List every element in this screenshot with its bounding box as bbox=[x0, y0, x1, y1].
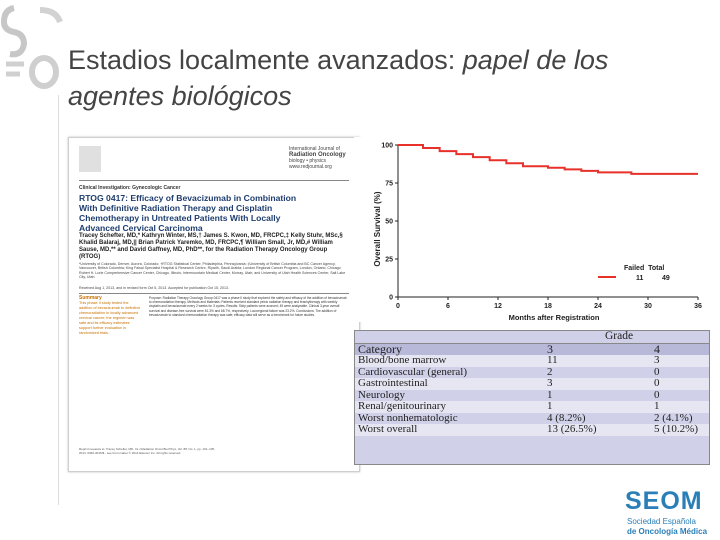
cell-category: Neurology bbox=[355, 390, 529, 402]
km-y-tick-label: 100 bbox=[381, 142, 393, 150]
km-y-tick-label: 75 bbox=[385, 180, 393, 188]
journal-url: www.redjournal.org bbox=[289, 164, 332, 170]
km-x-tick-label: 12 bbox=[494, 303, 502, 310]
slide-title-normal: Estadios localmente avanzados: bbox=[68, 45, 463, 75]
paper-footnote: Reprint requests to: Tracey Schefter, MD. Int J Radiation Oncol Biol Phys, Vol. 88, No. 1, pp. 101–105, 2014. 0360-3016/$ - see front matter © 2014 Elsevier Inc. All rights reserved. bbox=[79, 447, 215, 455]
cell-category: Renal/genitourinary bbox=[355, 401, 529, 413]
paper-authors: Tracey Schefter, MD,* Kathryn Winter, MS,† James S. Kwon, MD, FRCPC,‡ Kelly Stuhr, MSc,§ Khalid Balaraj, MD,|| Brian Patrick Yaremko, MD, FRCPC,¶ William Small, Jr, MD,# William Sause, MD,** and David Gaffney, MD, PhD**, for the Radiation Therapy Oncology Group (RTOG) bbox=[79, 233, 343, 260]
survival-chart bbox=[354, 137, 710, 322]
cell-category: Gastrointestinal bbox=[355, 378, 529, 390]
paper-rule-2 bbox=[79, 293, 349, 294]
seom-word: SEOM bbox=[625, 487, 703, 515]
km-legend-head: Failed Total bbox=[624, 265, 665, 272]
table-row bbox=[355, 378, 709, 390]
slide-corner-logo bbox=[0, 0, 70, 95]
cell-category: Cardiovascular (general) bbox=[355, 367, 529, 379]
cell-grade3: 1 bbox=[529, 401, 644, 413]
journal-line1: International Journal of bbox=[289, 146, 340, 152]
slide-title-italic-1: papel de los bbox=[462, 45, 609, 75]
cell-grade4: 2 (4.1%) bbox=[644, 413, 709, 425]
paper-section: Clinical Investigation: Gynecologic Cancer bbox=[79, 185, 181, 191]
cell-grade3: 11 bbox=[529, 355, 644, 367]
km-y-tick-label: 25 bbox=[385, 256, 393, 264]
paper-title: RTOG 0417: Efficacy of Bevacizumab in Combination With Definitive Radiation Therapy and Cisplatin Chemotherapy in Untreated Patients With Locally Advanced Cervical Carcinoma bbox=[79, 193, 297, 233]
table-row bbox=[355, 424, 709, 436]
seom-logo bbox=[625, 487, 720, 540]
km-x-tick-label: 0 bbox=[396, 303, 400, 310]
seom-subtitle-1: Sociedad Española bbox=[627, 517, 696, 526]
cell-grade3: 3 bbox=[529, 378, 644, 390]
cell-grade4: 0 bbox=[644, 378, 709, 390]
cell-grade4: 3 bbox=[644, 355, 709, 367]
km-x-tick-label: 18 bbox=[544, 303, 552, 310]
cell-grade3: 1 bbox=[529, 390, 644, 402]
publisher-logo bbox=[79, 146, 101, 172]
km-x-tick-label: 24 bbox=[594, 303, 602, 310]
cell-grade4: 1 bbox=[644, 401, 709, 413]
journal-line3: biology • physics bbox=[289, 158, 327, 164]
km-legend-total: 49 bbox=[662, 275, 670, 282]
toxicity-table bbox=[354, 330, 710, 465]
km-x-tick-label: 36 bbox=[694, 303, 702, 310]
km-legend-failed: 11 bbox=[636, 275, 644, 282]
cell-grade4: 0 bbox=[644, 390, 709, 402]
summary-text: This phase II study tested the addition of bevacizumab to definitive chemoradiation in locally advanced cervical cancer; the regimen was safe and its efficacy estimates support further evaluation in randomized trials. bbox=[79, 301, 141, 335]
col-header-grade3: 3 bbox=[529, 343, 644, 355]
km-ylabel: Overall Survival (%) bbox=[373, 191, 382, 267]
paper-affiliations: *University of Colorado, Denver, Aurora, Colorado; †RTOG Statistical Center, Philadelphia, Pennsylvania; ‡University of British Columbia and BC Cancer Agency, Vancouver, British Columbia; King Faisal Specialist Hospital & Research Centre, Riyadh, Saudi Arabia; London Regional Cancer Program, London, Ontario; Chicago Robert H. Lurie Comprehensive Cancer Center, Chicago, Illinois; Intermountain Medical Center, Murray, Utah; and University of Utah Health Sciences Center, Salt Lake City, Utah bbox=[79, 262, 346, 280]
paper-thumbnail bbox=[68, 137, 360, 472]
cell-grade3: 2 bbox=[529, 367, 644, 379]
km-y-tick-label: 0 bbox=[389, 294, 393, 302]
journal-header bbox=[289, 146, 349, 170]
table-row bbox=[355, 355, 709, 367]
paper-rule bbox=[79, 180, 349, 181]
cell-category: Worst overall bbox=[355, 424, 529, 436]
paper-abstract: Purpose: Radiation Therapy Oncology Group 0417 was a phase II study that explored the safety and efficacy of the addition of bevacizumab to chemoradiation therapy. Methods and Materials: Patients received standard pelvic radiation therapy and brachytherapy with weekly cisplatin and bevacizumab every 2 weeks for 3 cycles. Results: Sixty patients were accrued; 49 were analyzable. Clinical 3-year overall survival and disease-free survival were 81.3% and 68.7%, respectively. Locoregional failure was 23.2%. Conclusions: The addition of bevacizumab to standard chemoradiation therapy was safe; efficacy data will serve as a benchmark for future studies. bbox=[149, 296, 347, 317]
paper-summary bbox=[79, 296, 141, 446]
cell-grade4: 5 (10.2%) bbox=[644, 424, 709, 436]
paper-received: Received Aug 1, 2013, and in revised form Oct 5, 2013. Accepted for publication Oct 15, 2013. bbox=[79, 286, 230, 290]
summary-head: Summary bbox=[79, 295, 102, 301]
slide-title bbox=[68, 42, 708, 114]
seom-subtitle-2: de Oncología Médica bbox=[627, 527, 708, 536]
cell-category: Blood/bone marrow bbox=[355, 355, 529, 367]
km-x-tick-label: 30 bbox=[644, 303, 652, 310]
cell-category: Worst nonhematologic bbox=[355, 413, 529, 425]
km-x-tick-label: 6 bbox=[446, 303, 450, 310]
cell-grade4: 0 bbox=[644, 367, 709, 379]
km-y-tick-label: 50 bbox=[385, 218, 393, 226]
left-divider bbox=[58, 95, 59, 505]
table-row bbox=[355, 401, 709, 413]
cell-grade3: 13 (26.5%) bbox=[529, 424, 644, 436]
grade-header: Grade bbox=[529, 331, 709, 343]
col-header-category: Category bbox=[355, 343, 529, 355]
journal-line2: Radiation Oncology bbox=[289, 152, 346, 158]
cell-grade3: 4 (8.2%) bbox=[529, 413, 644, 425]
slide-title-italic-2: agentes biológicos bbox=[68, 81, 292, 111]
km-xlabel: Months after Registration bbox=[508, 313, 600, 322]
col-header-grade4: 4 bbox=[644, 343, 709, 355]
